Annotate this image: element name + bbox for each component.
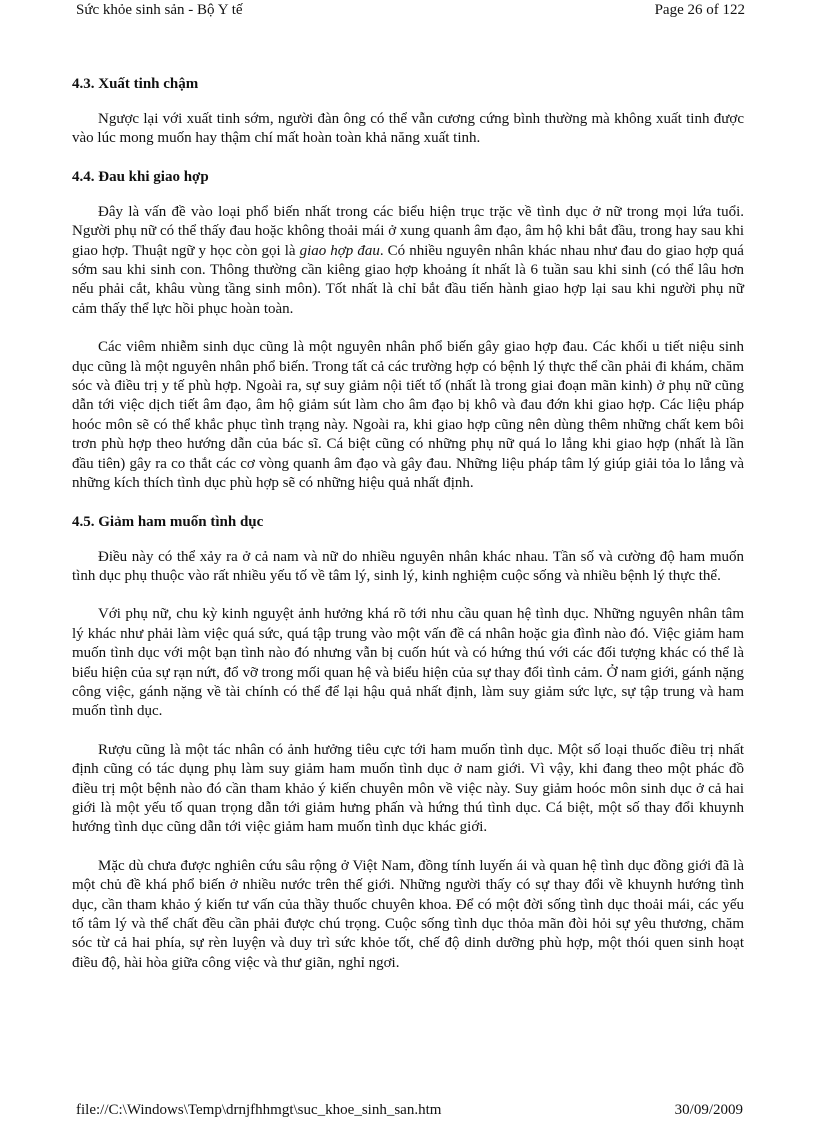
paragraph-text: . Có nhiều nguyên nhân khác nhau như đau do giao hợp quá sớm sau khi sinh con. Thông thường cần kiêng giao hợp khoảng ít nhất là 6 tuần sau khi sinh (có thể lâu hơn nếu phải cắt, khâu vùng tầng sinh môn). Tốt nhất là chỉ bắt đầu tiến hành giao hợp lại sau khi người phụ nữ cảm thấy thể lực hồi phục hoàn toàn. <box>72 242 744 317</box>
paragraph: Các viêm nhiễm sinh dục cũng là một nguyên nhân phổ biến gây giao hợp đau. Các khối u tiết niệu sinh dục cũng là một nguyên nhân phổ biến. Trong tất cả các trường hợp có bệnh lý thực thể cần phải đi khám, chăm sóc và điều trị y tế phù hợp. Ngoài ra, sự suy giảm nội tiết tố (nhất là trong giai đoạn mãn kinh) ở phụ nữ cũng dẫn tới việc dịch tiết âm đạo, âm hộ giảm sút làm cho âm đạo bị khô và đau đớn khi giao hợp. Các liệu pháp hoóc môn sẽ có thể khắc phục tình trạng này. Ngoài ra, khi giao hợp cũng nên dùng thêm những chất kem bôi trơn phù hợp theo hướng dẫn của bác sĩ. Cá biệt cũng có những phụ nữ quá lo lắng khi giao hợp (nhất là lần đầu tiên) gây ra co thắt các cơ vòng quanh âm đạo và gây đau. Những liệu pháp tâm lý giúp giải tỏa lo lắng và những kích thích tình dục phù hợp sẽ có những hiệu quả nhất định. <box>72 339 744 492</box>
section-heading-4-3: 4.3. Xuất tinh chậm <box>72 76 199 92</box>
paragraph: Mặc dù chưa được nghiên cứu sâu rộng ở Việt Nam, đồng tính luyến ái và quan hệ tình dục đồng giới đã là một chủ đề khá phổ biến ở nhiều nước trên thế giới. Những người thấy có sự thay đổi về khuynh hướng tình dục, cần tham khảo ý kiến tư vấn của thầy thuốc chuyên khoa. Để có một đời sống tình dục thoải mái, các yếu tố tâm lý và thể chất đều cần phải được chú trọng. Cuộc sống tình dục thỏa mãn đòi hỏi sự yêu thương, chăm sóc từ cả hai phía, sự rèn luyện và duy trì sức khỏe tốt, chế độ dinh dưỡng phù hợp, một thói quen sinh hoạt điều độ, hài hòa giữa công việc và thư giãn, nghỉ ngơi. <box>72 857 744 971</box>
header-title: Sức khỏe sinh sản - Bộ Y tế <box>76 2 243 18</box>
document-body <box>72 74 744 973</box>
section-heading-4-4: 4.4. Đau khi giao hợp <box>72 168 209 185</box>
paragraph <box>72 203 744 319</box>
page-number: Page 26 of 122 <box>654 2 745 18</box>
italic-term: giao hợp đau <box>299 242 380 259</box>
paragraph-text: Đây là vấn đề vào loại phổ biến nhất trong các biểu hiện trục trặc về tình dục ở nữ trong mọi lứa tuổi. Người phụ nữ có thể thấy đau hoặc không thoải mái ở xung quanh âm đạo, âm hộ khi bắt đầu, trong hay sau khi giao hợp. Thuật ngữ y học còn gọi là <box>72 203 744 259</box>
print-date: 30/09/2009 <box>674 1102 743 1118</box>
section-heading-4-5: 4.5. Giảm ham muốn tình dục <box>72 513 264 530</box>
file-path: file://C:\Windows\Temp\drnjfhhmgt\suc_khoe_sinh_san.htm <box>76 1102 442 1118</box>
paragraph: Ngược lại với xuất tinh sớm, người đàn ông có thể vẫn cương cứng bình thường mà không xuất tinh được vào lúc mong muốn hay thậm chí mất hoàn toàn khả năng xuất tinh. <box>72 111 744 147</box>
paragraph: Điều này có thể xảy ra ở cả nam và nữ do nhiều nguyên nhân khác nhau. Tần số và cường độ ham muốn tình dục phụ thuộc vào rất nhiều yếu tố về tâm lý, sinh lý, kinh nghiệm cuộc sống và nhiều bệnh lý thực thể. <box>72 548 744 584</box>
paragraph: Với phụ nữ, chu kỳ kinh nguyệt ảnh hưởng khá rõ tới nhu cầu quan hệ tình dục. Những nguyên nhân tâm lý khác như phải làm việc quá sức, quá tập trung vào một vấn đề cá nhân hoặc gia đình nào đó. Việc giảm ham muốn tình dục với một bạn tình nào đó nhưng vẫn bị cuốn hút và có hứng thú với các đối tượng khác có thể là biểu hiện của sự rạn nứt, đổ vỡ trong mối quan hệ và biểu hiện của sự thay đổi tình cảm. Ở nam giới, gánh nặng công việc, gánh nặng về tài chính có thể để lại hậu quả nhất định, làm suy giảm sức lực, sự tập trung và ham muốn tình dục. <box>72 606 744 720</box>
paragraph: Rượu cũng là một tác nhân có ảnh hưởng tiêu cực tới ham muốn tình dục. Một số loại thuốc điều trị nhất định cũng có tác dụng phụ làm suy giảm ham muốn tình dục ở nam giới. Vì vậy, khi đang theo một phác đồ điều trị một bệnh nào đó cần tham khảo ý kiến chuyên môn về việc này. Suy giảm hoóc môn sinh dục ở cả hai giới là một yếu tố quan trọng dẫn tới giảm hưng phấn và hứng thú tình dục. Cá biệt, một số thay đổi khuynh hướng tình dục cũng dẫn tới việc giảm ham muốn tình dục khác giới. <box>72 741 744 836</box>
